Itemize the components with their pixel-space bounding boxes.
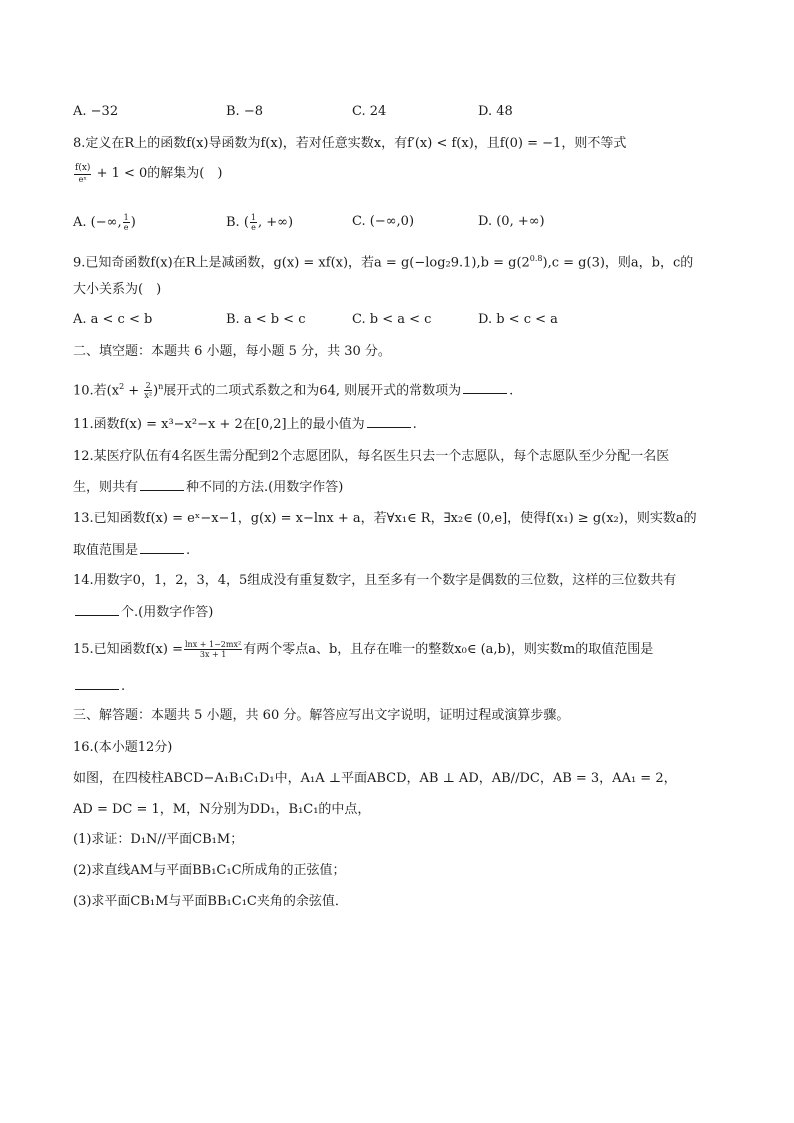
q8-fraction: $\frac{f(x)}{\text{eˣ}}$ xyxy=(75,163,91,184)
q8-option-d: D. (0, +∞) xyxy=(478,214,545,229)
section-3-heading: 三、解答题：本题共 5 小题，共 60 分。解答应写出文字说明，证明过程或演算步骤。 xyxy=(73,708,570,723)
q7-option-d: D. 48 xyxy=(478,104,513,119)
q14-answer-blank[interactable] xyxy=(75,603,119,616)
q16-part-2: (2)求直线AM与平面BB₁C₁C所成角的正弦值； xyxy=(73,863,346,878)
q16-stem-line2: AD = DC = 1，M，N分别为DD₁，B₁C₁的中点， xyxy=(73,802,371,817)
q7-option-b: B. −8 xyxy=(226,104,263,119)
q9-stem-line2: 大小关系为( ) xyxy=(73,282,162,297)
q13-stem-line1: 13.已知函数f(x) = eˣ−x−1，g(x) = x−lnx + a，若∀x₁∈ R，∃x₂∈ (0,e]，使得f(x₁) ≥ g(x₂)，则实数a的 xyxy=(73,511,697,526)
q7-option-a: A. −32 xyxy=(73,104,119,119)
q15-answer-blank[interactable] xyxy=(75,677,119,690)
q10-stem: 10.若($x^2$ + $\frac{2}{\text{x²}}$ )$^n$展开式的二项式系数之和为64, 则展开式的常数项为 . xyxy=(73,381,514,401)
q14-stem-line2: 个.(用数字作答) xyxy=(73,603,213,622)
q8-stem-line2-text: + 1 < 0的解集为( ) xyxy=(96,166,223,181)
q11-stem: 11.函数f(x) = x³−x²−x + 2在[0,2]上的最小值为 . xyxy=(73,417,417,432)
q16-heading: 16.(本小题12分) xyxy=(73,740,173,755)
q14-stem-line1: 14.用数字0，1，2，3，4，5组成没有重复数字，且至多有一个数字是偶数的三位数，这样的三位数共有 xyxy=(73,573,677,588)
q16-stem-line1: 如图，在四棱柱ABCD−A₁B₁C₁D₁中，A₁A ⊥平面ABCD，AB ⊥ AD，AB//DC，AB = 3，AA₁ = 2， xyxy=(73,771,677,786)
q12-stem-line2: 生，则共有 种不同的方法.(用数字作答) xyxy=(73,480,344,495)
q13-answer-blank[interactable] xyxy=(140,541,184,554)
q8-option-a: A. (−∞, $\frac{1}{e}$ ) xyxy=(73,213,136,232)
q9-option-c: C. b < a < c xyxy=(352,312,432,327)
q8-stem-line2 xyxy=(73,163,222,184)
q9-stem-line1: 9.已知奇函数f(x)在R上是减函数，g(x) = xf(x)，若$a = g(-\log_29.1),b = g(2^{0.8}),c = g(3)$，则a，b，c的 xyxy=(73,254,694,271)
q9-option-d: D. b < c < a xyxy=(478,312,558,327)
q9-option-a: A. a < c < b xyxy=(73,312,153,327)
q12-stem-line1: 12.某医疗队伍有4名医生需分配到2个志愿团队，每名医生只去一个志愿队，每个志愿队至少分配一名医 xyxy=(73,449,670,464)
q13-stem-line2: 取值范围是 . xyxy=(73,543,191,558)
q8-option-c: C. (−∞,0) xyxy=(352,214,415,229)
q11-answer-blank[interactable] xyxy=(367,415,411,428)
section-2-heading: 二、填空题：本题共 6 小题，每小题 5 分，共 30 分。 xyxy=(73,344,391,359)
q15-stem-line2: . xyxy=(73,677,125,696)
q9-option-b: B. a < b < c xyxy=(226,312,306,327)
q15-stem-line1: 15.已知函数f(x) = $\frac{\text{lnx + 1−2mx²}}{3x + 1}$ 有两个零点a、b，且存在唯一的整数x₀∈ (a,b)，则实数m的取值范围是 xyxy=(73,640,654,659)
q10-answer-blank[interactable] xyxy=(463,381,507,394)
q8-stem-line1: 8.定义在R上的函数f(x)导函数为f(x)，若对任意实数x，有f′(x) < f(x)，且f(0) = −1，则不等式 xyxy=(73,136,627,151)
q7-option-c: C. 24 xyxy=(352,104,387,119)
q8-option-b: B. ( $\frac{1}{e}$ , +∞) xyxy=(226,213,294,232)
q12-answer-blank[interactable] xyxy=(140,478,184,491)
q16-part-1: (1)求证：D₁N//平面CB₁M； xyxy=(73,832,244,847)
q16-part-3: (3)求平面CB₁M与平面BB₁C₁C夹角的余弦值． xyxy=(73,894,348,909)
